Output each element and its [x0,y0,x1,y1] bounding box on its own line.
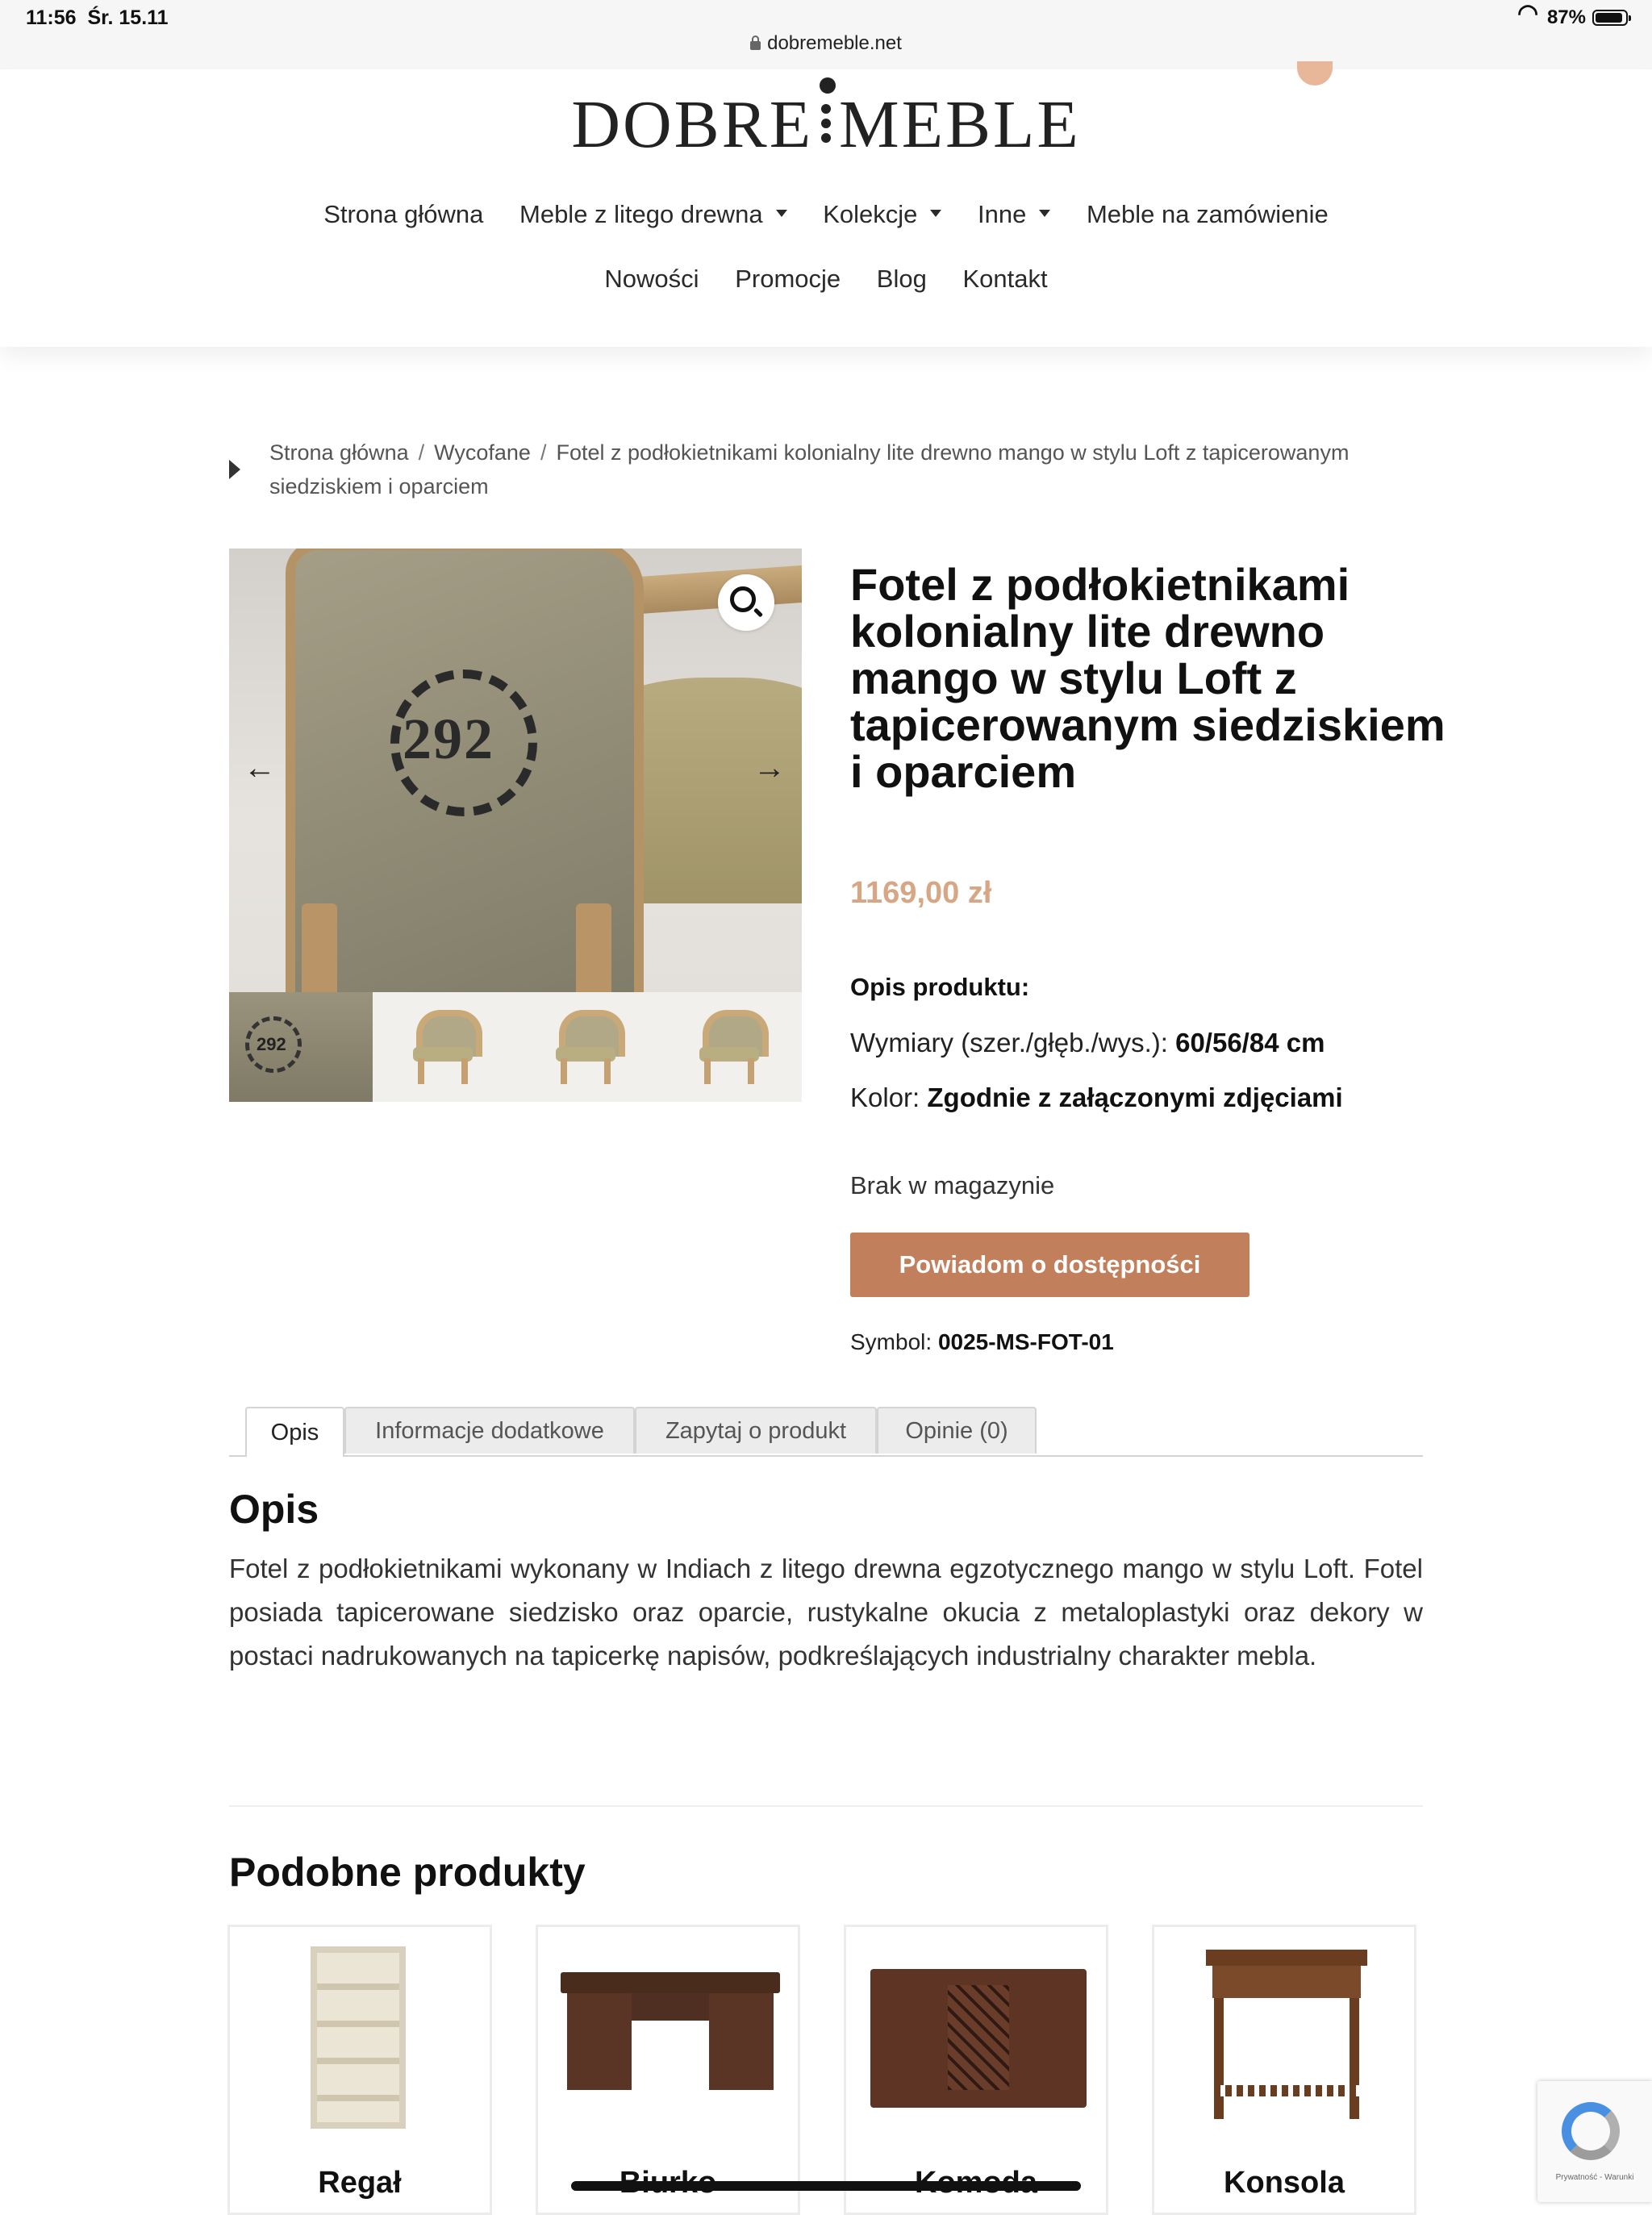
product-card-dresser[interactable] [844,1925,1108,2215]
description-text: Fotel z podłokietnikami wykonany w Indiach z litego drewna egzotycznego mango w stylu Loft. Fotel posiada tapicerowane siedzisko oraz oparcie, rustykalne okucia z metaloplastyki oraz dekory w postaci nadrukowanych na tapicerkę napisów, podkreślających industrialny charakter mebla. [229,1554,1423,1671]
nav-item-contact[interactable]: Kontakt [962,265,1048,293]
home-indicator[interactable] [571,2181,1081,2191]
description-heading: Opis [229,1487,319,1532]
nav-item-custom[interactable] [1087,200,1329,229]
lock-icon [750,41,761,50]
console-leg-shape [1214,1998,1224,2119]
breadcrumb-separator: / [540,440,547,465]
breadcrumb-toggle-icon[interactable] [229,460,240,479]
gallery-next-arrow-icon[interactable]: → [753,750,786,786]
gallery-thumbnails [229,992,802,1102]
wifi-icon [1516,9,1541,27]
recaptcha-text: Prywatność - Warunki [1555,2173,1634,2182]
address-bar[interactable] [0,32,1652,55]
breadcrumb-current: Fotel z podłokietnikami kolonialny lite drewno mango w stylu Loft z tapicerowanym siedziskiem i oparciem [269,440,1350,498]
logo-text-right: MEBLE [839,87,1081,162]
logo-sun-icon [820,77,836,94]
sku-label: Symbol: [850,1329,932,1354]
similar-products-heading: Podobne produkty [229,1850,586,1895]
spec-color-value: Zgodnie z załączonymi zdjęciami [927,1082,1343,1112]
console-shelf-shape [1214,2085,1359,2096]
thumbnail-3[interactable] [515,992,659,1102]
product-price: 1169,00 zł [850,876,992,910]
status-bar [0,0,1652,70]
breadcrumb-category[interactable]: Wycofane [434,440,531,465]
zoom-button[interactable] [718,574,774,631]
recaptcha-icon [1562,2102,1620,2160]
caret-down-icon [930,210,941,217]
battery-icon [1592,10,1628,26]
spec-dimensions-value: 60/56/84 cm [1175,1028,1325,1057]
status-time [26,6,169,30]
notify-availability-button[interactable]: Powiadom o dostępności [850,1233,1249,1297]
sku-value: 0025-MS-FOT-01 [937,1329,1114,1354]
status-indicators [1516,6,1628,29]
similar-products-list [227,1925,1421,2204]
caret-down-icon [1039,210,1050,217]
spec-dimensions [850,1028,1325,1058]
cart-icon[interactable] [1297,61,1333,86]
product-main-image[interactable] [229,549,802,992]
console-image [1206,1950,1367,1966]
product-card-console[interactable] [1152,1925,1416,2215]
product-card-shelf[interactable] [227,1925,492,2215]
main-nav-row-1 [0,200,1652,229]
nav-item-label: Meble na zamówienie [1086,200,1329,228]
chair-leg-shape [302,903,337,992]
nav-item-label: Meble z litego drewna [519,200,763,228]
magnifier-icon [730,586,756,612]
thumbnail-2[interactable] [373,992,516,1102]
chair-thumbnail-image [408,1010,478,1084]
caret-down-icon [776,210,787,217]
battery-percent: 87% [1546,6,1586,28]
breadcrumb-home[interactable]: Strona główna [269,440,409,465]
spec-dimensions-label: Wymiary (szer./głęb./wys.): [850,1028,1168,1057]
stock-status: Brak w magazynie [850,1171,1055,1199]
product-card-name[interactable]: Regał [318,2166,402,2200]
main-nav-row-2 [0,265,1652,294]
desk-pedestal-shape [567,1993,632,2090]
logo-dots-icon [818,99,834,148]
site-header [0,69,1652,347]
tab-ask-product[interactable]: Zapytaj o produkt [635,1407,877,1454]
breadcrumb [229,436,1423,503]
nav-item-label: Strona główna [323,200,484,228]
dresser-lattice-shape [948,1985,1009,2090]
nav-item-other[interactable] [978,200,1050,229]
spec-color-label: Kolor: [850,1082,920,1112]
product-sku [850,1329,1114,1355]
date-text: Śr. 15.11 [87,6,169,29]
tab-additional-info[interactable]: Informacje dodatkowe [344,1407,635,1454]
chair-thumbnail-image [695,1010,764,1084]
breadcrumb-separator: / [418,440,425,465]
time-text: 11:56 [26,6,77,29]
nav-item-label: Kolekcje [823,200,918,228]
product-tabs [229,1407,1423,1457]
console-leg-shape [1350,1998,1359,2119]
logo-text-left: DOBRE [571,87,814,162]
product-card-desk[interactable] [536,1925,800,2215]
shelf-image [311,1946,406,2129]
tab-description[interactable]: Opis [245,1407,344,1457]
spec-color [850,1082,1343,1113]
chair-thumbnail-image [551,1010,620,1084]
nav-item-blog[interactable]: Blog [876,265,927,293]
nav-item-promotions[interactable]: Promocje [735,265,841,293]
stamp-text: 292 [403,707,494,771]
chair-leg-shape [576,903,611,992]
url-text: dobremeble.net [767,32,902,54]
nav-item-new[interactable]: Nowości [604,265,699,293]
nav-item-label: Inne [978,200,1027,228]
recaptcha-badge[interactable] [1537,2081,1652,2202]
product-title: Fotel z podłokietnikami kolonialny lite drewno mango w stylu Loft z tapicerowanym siedziskiem i oparciem [850,559,1446,797]
thumbnail-1[interactable] [229,992,373,1102]
desk-image [561,1972,780,1993]
nav-item-collections[interactable] [823,200,941,229]
gallery-prev-arrow-icon[interactable]: ← [244,750,276,786]
thumbnail-stamp-text: 292 [257,1034,286,1054]
desk-drawer-shape [632,1993,709,2021]
site-logo[interactable] [0,86,1652,164]
nav-item-solid-wood[interactable] [519,200,787,229]
product-card-name[interactable]: Konsola [1224,2166,1345,2200]
desk-pedestal-shape [709,1993,774,2090]
tab-reviews[interactable]: Opinie (0) [877,1407,1037,1454]
product-desc-heading: Opis produktu: [850,973,1030,1001]
console-drawer-shape [1212,1966,1361,1998]
section-divider [229,1805,1423,1807]
nav-item-home[interactable] [323,200,483,229]
thumbnail-4[interactable] [659,992,803,1102]
